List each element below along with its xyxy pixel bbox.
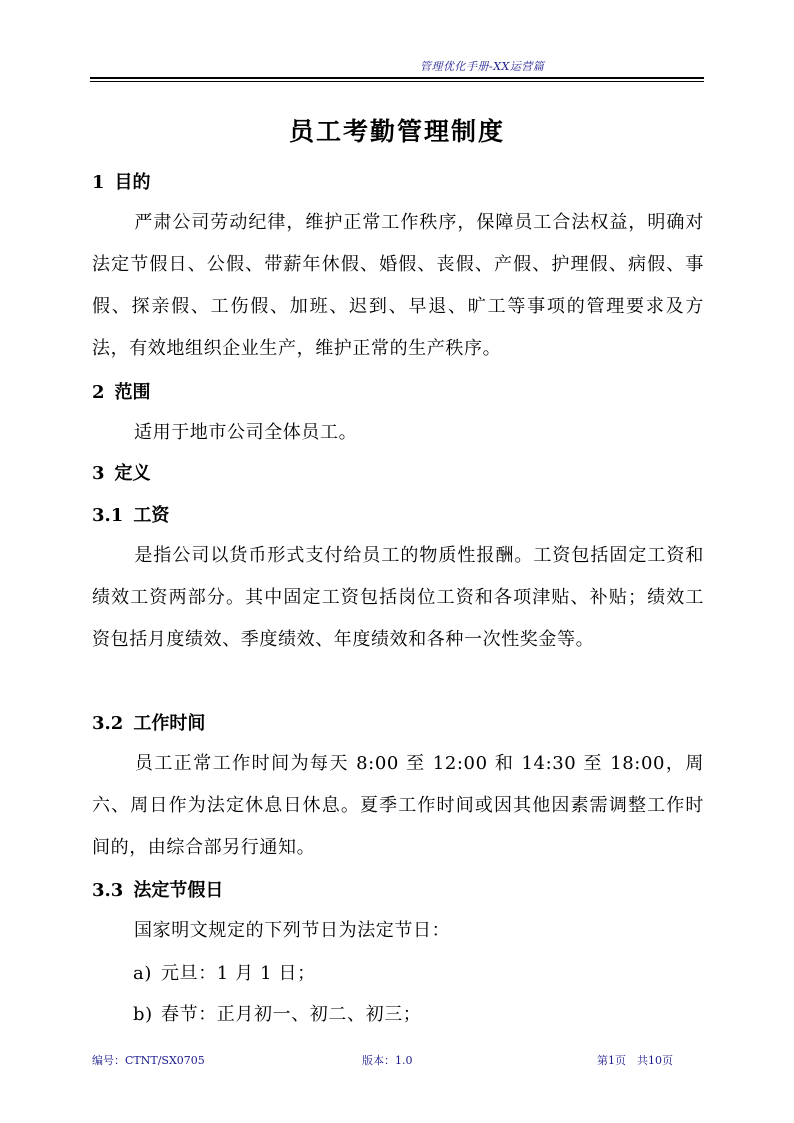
- section-title: 工资: [133, 505, 170, 526]
- footer-page-total: 10: [648, 1054, 662, 1067]
- section-title: 目的: [114, 172, 151, 193]
- section-3-heading: [92, 462, 151, 486]
- section-1-body: [92, 202, 704, 370]
- footer-version: [362, 1052, 413, 1068]
- footer-page-num: 1: [608, 1054, 615, 1067]
- section-3-3-heading: [92, 879, 223, 903]
- footer-version-label: 版本：: [362, 1054, 395, 1067]
- section-3-1-heading: [92, 504, 169, 528]
- list-item: [133, 1003, 421, 1027]
- footer-page-prefix: 第: [597, 1054, 608, 1067]
- footer-page: [597, 1052, 673, 1068]
- document-title: 员工考勤管理制度: [288, 117, 505, 146]
- list-marker: b): [133, 1004, 153, 1025]
- header-rule-thin: [90, 81, 704, 82]
- section-number: 3.2: [92, 713, 124, 734]
- footer-version-value: 1.0: [395, 1054, 413, 1067]
- header-rule-thick: [90, 77, 704, 79]
- section-title: 范围: [114, 382, 151, 403]
- section-3-3-body: [92, 910, 704, 952]
- section-number: 3: [92, 463, 105, 484]
- list-item-text: 元旦：1 月 1 日；: [161, 963, 316, 984]
- section-3-1-body: [92, 535, 704, 661]
- footer-code: [92, 1052, 205, 1068]
- footer-code-value: CTNT/SX0705: [125, 1054, 205, 1067]
- section-2-body: [92, 412, 704, 454]
- section-number: 3.3: [92, 880, 124, 901]
- section-2-heading: [92, 381, 151, 405]
- list-item: [133, 962, 316, 986]
- footer-code-label: 编号：: [92, 1054, 125, 1067]
- section-1-heading: [92, 171, 151, 195]
- section-title: 定义: [114, 463, 151, 484]
- list-item-text: 春节：正月初一、初二、初三；: [161, 1004, 422, 1025]
- section-title: 法定节假日: [133, 880, 224, 901]
- section-number: 3.1: [92, 505, 124, 526]
- section-number: 1: [92, 172, 105, 193]
- footer-page-suffix: 页: [662, 1054, 673, 1067]
- paragraph-text: 国家明文规定的下列节日为法定节日：: [134, 920, 451, 941]
- footer-page-mid: 页 共: [615, 1054, 648, 1067]
- section-number: 2: [92, 382, 105, 403]
- section-3-2-heading: [92, 712, 205, 736]
- paragraph-text: 是指公司以货币形式支付给员工的物质性报酬。工资包括固定工资和绩效工资两部分。其中固定工资包括岗位工资和各项津贴、补贴；绩效工资包括月度绩效、季度绩效、年度绩效和各种一次性奖金等。: [92, 545, 704, 650]
- section-3-2-body: [92, 743, 704, 869]
- header-text: 管理优化手册-XX运营篇: [420, 60, 545, 73]
- section-title: 工作时间: [133, 713, 206, 734]
- paragraph-text: 适用于地市公司全体员工。: [134, 422, 358, 443]
- paragraph-text: 严肃公司劳动纪律，维护正常工作秩序，保障员工合法权益，明确对法定节假日、公假、带薪年休假、婚假、丧假、产假、护理假、病假、事假、探亲假、工伤假、加班、迟到、早退、旷工等事项的管理要求及方法，有效地组织企业生产，维护正常的生产秩序。: [92, 212, 704, 359]
- paragraph-text: 员工正常工作时间为每天 8:00 至 12:00 和 14:30 至 18:00，周六、周日作为法定休息日休息。夏季工作时间或因其他因素需调整工作时间的，由综合部另行通知。: [92, 753, 704, 858]
- list-marker: a): [133, 963, 152, 984]
